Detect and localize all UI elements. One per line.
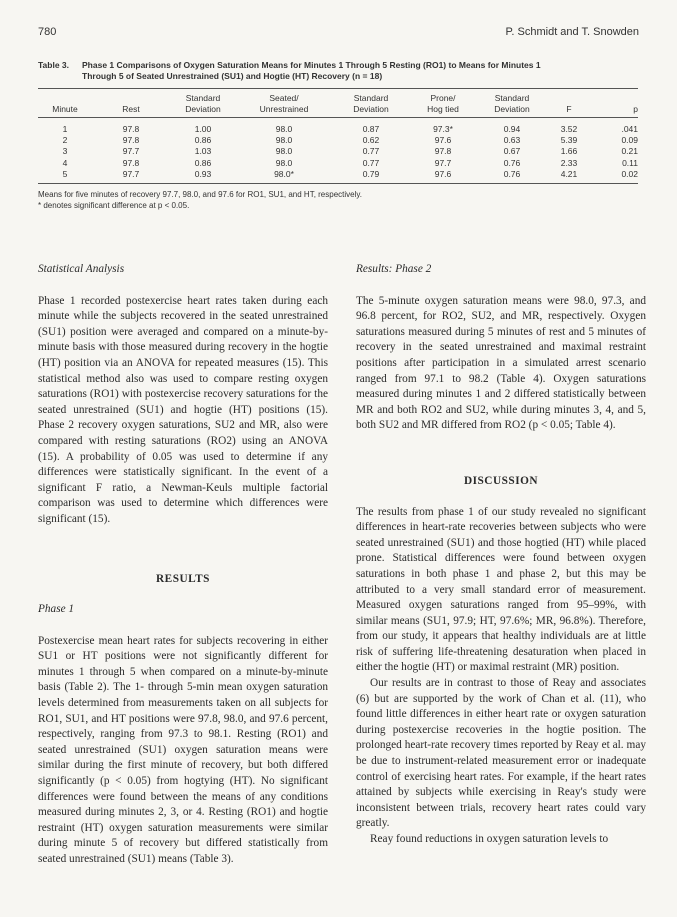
col-header-minute: Minute	[52, 104, 78, 114]
col-header-prone: Prone/ Hog tied	[427, 93, 459, 114]
table-caption	[38, 60, 638, 82]
heading-discussion: DISCUSSION	[463, 474, 539, 487]
paragraph-discussion-2: Our results are in contrast to those of Reay and associates (6) but are supported by the work of Chan et al. (11), who found little differences in either heart rate or oxygen saturation during postexercise recoveries in the hogtie position. The prolonged heart-rate recovery times reported by Reay et al. may be due to instrument-related measurement error or inadequate control of exercising heart rates. For example, if the heart rates attained by subjects while exercising in Reay's study were inconsistent between trials, recovery heart rates could vary greatly.	[356, 677, 646, 830]
table-caption-line-2: Through 5 of Seated Unrestrained (SU1) and Hogtie (HT) Recovery (n = 18)	[82, 71, 383, 81]
table-label: Table 3.	[38, 60, 70, 70]
col-header-seated: Seated/ Unrestrained	[259, 93, 309, 114]
left-column	[38, 262, 328, 868]
table-bottom-rule	[38, 183, 638, 184]
table-row: 1 97.8 1.00 98.0 0.87 97.3* 0.94 3.52 .041	[62, 124, 638, 134]
table-note-means: Means for five minutes of recovery 97.7, 98.0, and 97.6 for RO1, SU1, and HT, respectively.	[38, 190, 363, 200]
heading-phase-1: Phase 1	[38, 603, 75, 616]
table-row: 3 97.7 1.03 98.0 0.77 97.8 0.67 1.66 0.21	[62, 146, 638, 157]
paragraph-phase-2: The 5-minute oxygen saturation means were 98.0, 97.3, and 96.8 percent, for RO2, SU2, and MR, respectively. Oxygen saturations measured during 5 minutes of rest and 5 minutes of recovery in the seated unrestrained and maximal restraint positions after participation in a simulated arrest scenario ranged from 97.1 to 98.2 (Table 4). Oxygen saturations measured during minutes 1 and 2 differed statistically between MR and both RO2 and SU2, while during minutes 3, 4, and 5, both SU2 and MR differed from RO2 (p < 0.05; Table 4).	[356, 294, 646, 432]
paragraph-discussion-1: The results from phase 1 of our study revealed no significant differences in heart-rate recoveries between subjects who were seated unrestrained (SU1) and those hogtied (HT) while placed prone. Statistical differences were found between oxygen saturations in both phase 1 and phase 2, but this may be attributed to a very small standard error of measurement. Measured oxygen saturations ranged from 95–99%, with similar means (SU1, 97.9; HT, 97.6%; MR, 96.8%). Therefore, from our study, it appears that healthy individuals are at little risk of suffering life-threatening desaturation when placed in either the hogtie (HT) or maximal restraint (MR) position.	[356, 505, 646, 674]
table-header-row	[38, 89, 638, 117]
table-3	[38, 60, 638, 211]
paragraph-statistical-analysis: Phase 1 recorded postexercise heart rates taken during each minute while the subjects recovered in the seated unrestrained (SU1) position were averaged and compared on a minute-by-minute basis with those measured during recovery in the hogtie (HT) position via an ANOVA for repeated measures (15). This statistical method also was used to compare resting oxygen saturations (RO1) with postexercise recovery saturations for the seated unrestrained (SU1) and hogtie (HT) positions (15). Phase 2 recovery oxygen saturations, SU2 and MR, also were compared with resting saturations (RO2) using an ANOVA (15). A probability of 0.05 was used to determine if any differences were statistically significant. In the event of a significant F ratio, a Newman-Keuls multiple factorial comparison was used to determine which differences were significant (15).	[38, 294, 328, 525]
paragraph-phase-1: Postexercise mean heart rates for subjects recovering in either SU1 or HT positions were not significantly different for minutes 1 through 5 when compared on a minute-by-minute basis (Table 2). The 1- through 5-min mean oxygen saturation levels determined from measurements taken on all subjects for RO1, SU1, and HT positions were 97.8, 98.0, and 97.6 percent, respectively, ranging from 97.3 to 98.1. Resting (RO1) and seated unrestrained (SU1) oxygen saturation means were similar during the first minute of recovery, but both differed significantly (p < 0.05) from hogtying (HT). No significant differences were found between the means of any conditions measured during minutes 2, 3, or 4. Resting (RO1) and hogtie restraint (HT) oxygen saturation measurements were similar during minute 5 of recovery but differed statistically from seated unrestrained (SU1) means (Table 3).	[38, 634, 328, 865]
table-caption-line-1: Phase 1 Comparisons of Oxygen Saturation Means for Minutes 1 Through 5 Resting (RO1) to Means for Minutes 1	[82, 60, 541, 70]
table-note-significance: * denotes significant difference at p < 0.05.	[38, 200, 190, 210]
col-header-rest: Rest	[122, 104, 140, 114]
col-header-f: F	[566, 104, 572, 114]
col-header-sd1: Standard Deviation	[185, 93, 221, 114]
col-header-sd3: Standard Deviation	[494, 93, 530, 114]
table-notes	[38, 190, 638, 211]
col-header-sd2: Standard Deviation	[353, 93, 389, 114]
table-row: 5 97.7 0.93 98.0* 0.79 97.6 0.76 4.21 0.02	[62, 168, 638, 179]
heading-statistical-analysis: Statistical Analysis	[38, 263, 125, 275]
paragraph-discussion-3: Reay found reductions in oxygen saturation levels to	[370, 833, 609, 845]
running-head-authors: P. Schmidt and T. Snowden	[505, 26, 639, 38]
table-row: 4 97.8 0.86 98.0 0.77 97.7 0.76 2.33 0.11	[62, 157, 638, 168]
heading-results: RESULTS	[156, 572, 210, 585]
col-header-p: p	[633, 104, 638, 114]
table-row: 2 97.8 0.86 98.0 0.62 97.6 0.63 5.39 0.09	[62, 135, 638, 146]
data-table	[38, 89, 638, 183]
right-column	[356, 262, 646, 848]
page-number: 780	[38, 26, 57, 38]
heading-results-phase-2: Results: Phase 2	[356, 263, 432, 275]
